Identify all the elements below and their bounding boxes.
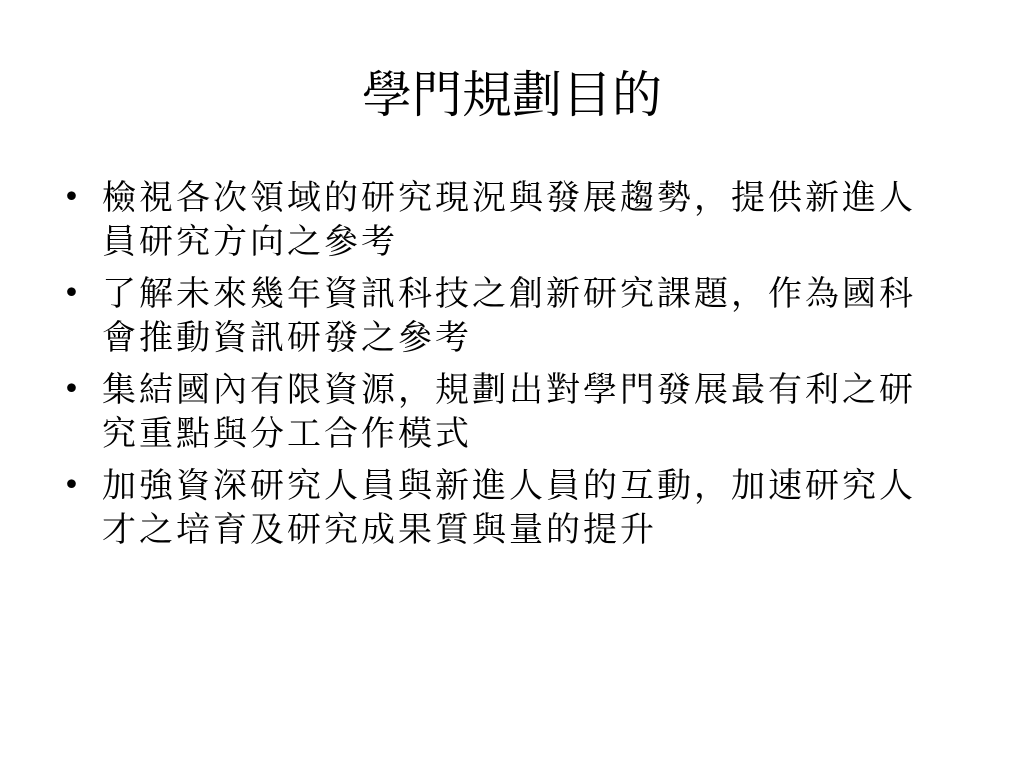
bullet-list	[58, 176, 938, 560]
bullet-item	[58, 176, 938, 264]
slide-title: 學門規劃目的	[362, 66, 662, 124]
bullet-marker: •	[62, 276, 84, 311]
bullet-text: 檢視各次領域的研究現況與發展趨勢，提供新進人員研究方向之參考	[102, 178, 916, 262]
bullet-marker: •	[62, 180, 84, 215]
bullet-marker: •	[62, 468, 84, 503]
bullet-item	[58, 272, 938, 360]
bullet-text: 了解未來幾年資訊科技之創新研究課題，作為國科會推動資訊研發之參考	[102, 274, 916, 358]
bullet-text: 集結國內有限資源，規劃出對學門發展最有利之研究重點與分工合作模式	[102, 370, 916, 454]
bullet-item	[58, 368, 938, 456]
bullet-marker: •	[62, 372, 84, 407]
bullet-text: 加強資深研究人員與新進人員的互動，加速研究人才之培育及研究成果質與量的提升	[102, 466, 916, 550]
bullet-item	[58, 464, 938, 552]
